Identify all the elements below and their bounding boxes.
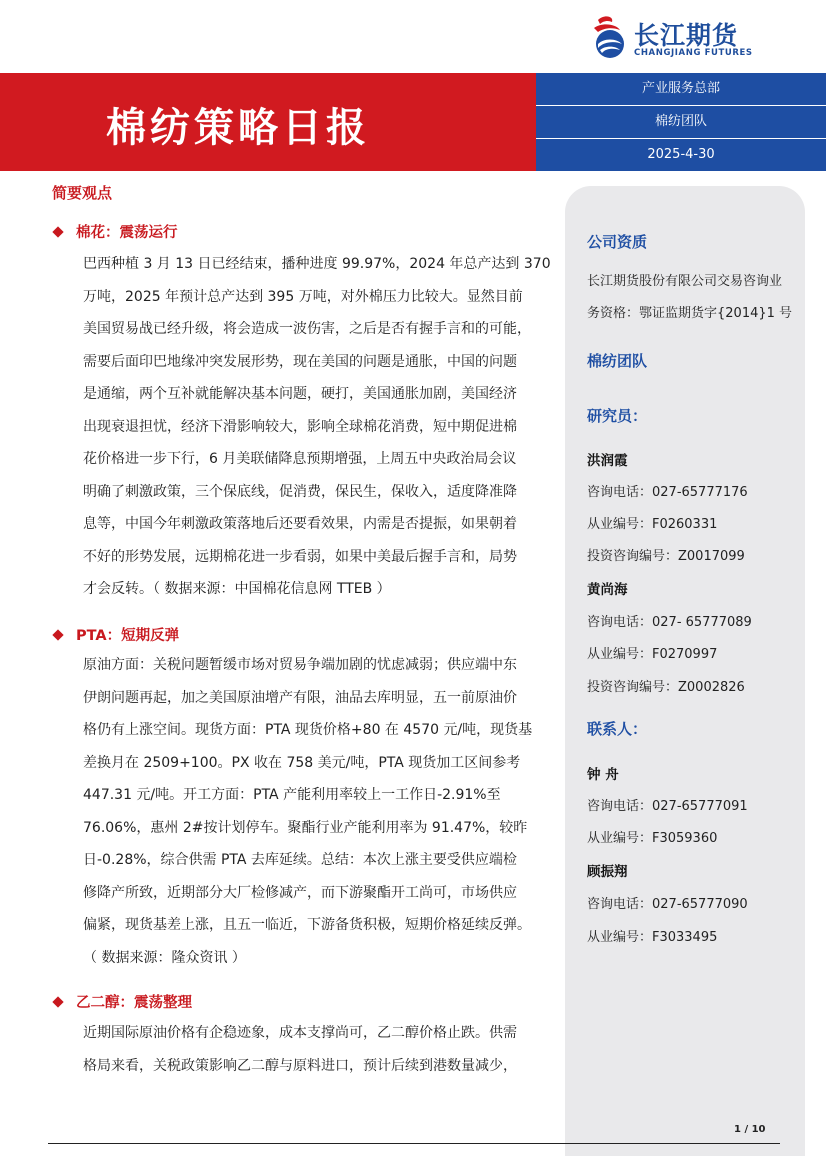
- summary-heading: 简要观点: [52, 184, 113, 202]
- page-number: 1 / 10: [734, 1124, 766, 1135]
- paragraph-line: 原油方面：关税问题暂缓市场对贸易争端加剧的忧虑减弱；供应端中东: [83, 657, 517, 673]
- report-date: 2025-4-30: [647, 147, 715, 162]
- paragraph-line: 格仍有上涨空间。现货方面：PTA 现货价格+80 在 4570 元/吨，现货基: [83, 722, 533, 738]
- qualification-line: 长江期货股份有限公司交易咨询业: [587, 274, 783, 289]
- meg-paragraph: [83, 1017, 531, 1082]
- paragraph-line: 才会反转。（ 数据来源：中国棉花信息网 TTEB ）: [83, 581, 391, 597]
- paragraph-line: 是通缩，两个互补就能解决基本问题，硬打，美国通胀加剧，美国经济: [83, 386, 517, 402]
- section-heading-pta: PTA：短期反弹: [52, 624, 179, 645]
- report-title: 棉纺策略日报: [106, 105, 370, 151]
- paragraph-line: 息等，中国今年刺激政策落地后还要看效果，内需是否提振，如果朝着: [83, 516, 517, 532]
- team-label: 棉纺团队: [654, 114, 707, 129]
- researcher-advisory-id: 投资咨询编号：Z0017099: [587, 549, 745, 564]
- contact-name: 钟 舟: [587, 767, 619, 783]
- paragraph-line: 不好的形势发展，远期棉花进一步看弱，如果中美最后握手言和，局势: [83, 548, 517, 565]
- contact-license: 从业编号：F3059360: [587, 831, 718, 846]
- researcher-phone: 咨询电话：027- 65777089: [587, 615, 752, 630]
- researcher-name: 洪润霞: [587, 453, 628, 469]
- diamond-bullet-icon: [52, 226, 63, 237]
- paragraph-line: 偏紧，现货基差上涨，且五一临近，下游备货积极，短期价格延续反弹。: [83, 917, 531, 933]
- paragraph-line: 巴西种植 3 月 13 日已经结束，播种进度 99.97%，2024 年总产达到 370: [83, 256, 551, 272]
- diamond-bullet-icon: [52, 629, 63, 640]
- paragraph-line: 格局来看，关税政策影响乙二醇与原料进口，预计后续到港数量减少，: [83, 1057, 517, 1074]
- sidebar-panel: [565, 186, 805, 1156]
- paragraph-line: 日-0.28%，综合供需 PTA 去库延续。总结：本次上涨主要受供应端检: [83, 852, 517, 868]
- paragraph-line: （ 数据来源：隆众资讯 ）: [83, 949, 246, 966]
- logo-name-cn: 长江期货: [634, 21, 739, 50]
- paragraph-line: 明确了刺激政策，三个保底线，促消费，保民生，保收入，适度降准降: [83, 483, 517, 500]
- contact-heading: 联系人：: [587, 720, 648, 738]
- researcher-heading: 研究员：: [587, 407, 648, 425]
- paragraph-line: 76.06%，惠州 2#按计划停车。聚酯行业产能利用率为 91.47%，较昨: [83, 819, 528, 836]
- section-heading-cotton: 棉花：震荡运行: [52, 221, 178, 242]
- cotton-paragraph: [83, 248, 551, 606]
- pta-paragraph: [83, 649, 531, 974]
- paragraph-line: 伊朗问题再起，加之美国原油增产有限，油品去库明显，五一前原油价: [83, 689, 517, 706]
- contact-license: 从业编号：F3033495: [587, 930, 718, 945]
- paragraph-line: 差换月在 2509+100。PX 收在 758 美元/吨，PTA 现货加工区间参考: [83, 754, 521, 771]
- paragraph-line: 近期国际原油价格有企稳迹象，成本支撑尚可，乙二醇价格止跌。供需: [83, 1025, 517, 1041]
- team-heading: 棉纺团队: [587, 352, 648, 370]
- paragraph-line: 美国贸易战已经升级，将会造成一波伤害，之后是否有握手言和的可能，: [83, 321, 531, 337]
- paragraph-line: 修降产所致，近期部分大厂检修减产，而下游聚酯开工尚可，市场供应: [83, 884, 517, 901]
- qualification-line: 务资格：鄂证监期货字{2014}1 号: [587, 306, 793, 321]
- researcher-name: 黄尚海: [587, 582, 628, 598]
- researcher-advisory-id: 投资咨询编号：Z0002826: [587, 680, 745, 695]
- researcher-license: 从业编号：F0260331: [587, 517, 718, 532]
- changjiang-logo-icon: [590, 14, 630, 60]
- paragraph-line: 万吨，2025 年预计总产达到 395 万吨，对外棉压力比较大。显然目前: [83, 288, 523, 305]
- contact-name: 顾振翔: [587, 864, 628, 880]
- paragraph-line: 花价格进一步下行，6 月美联储降息预期增强，上周五中央政治局会议: [83, 451, 517, 467]
- section-heading-meg: 乙二醇：震荡整理: [52, 991, 192, 1012]
- diamond-bullet-icon: [52, 996, 63, 1007]
- department-label: 产业服务总部: [641, 81, 720, 96]
- contact-phone: 咨询电话：027-65777091: [587, 799, 748, 814]
- paragraph-line: 出现衰退担忧，经济下滑影响较大，影响全球棉花消费，短中期促进棉: [83, 418, 517, 435]
- contact-phone: 咨询电话：027-65777090: [587, 897, 748, 912]
- paragraph-line: 447.31 元/吨。开工方面：PTA 产能利用率较上一工作日-2.91%至: [83, 787, 501, 803]
- researcher-license: 从业编号：F0270997: [587, 647, 718, 662]
- footer-divider: [48, 1143, 780, 1144]
- qualification-heading: 公司资质: [587, 233, 648, 251]
- company-logo: [590, 14, 770, 62]
- paragraph-line: 需要后面印巴地缘冲突发展形势，现在美国的问题是通胀，中国的问题: [83, 353, 517, 370]
- logo-name-en: CHANGJIANG FUTURES: [634, 48, 753, 58]
- researcher-phone: 咨询电话：027-65777176: [587, 485, 748, 500]
